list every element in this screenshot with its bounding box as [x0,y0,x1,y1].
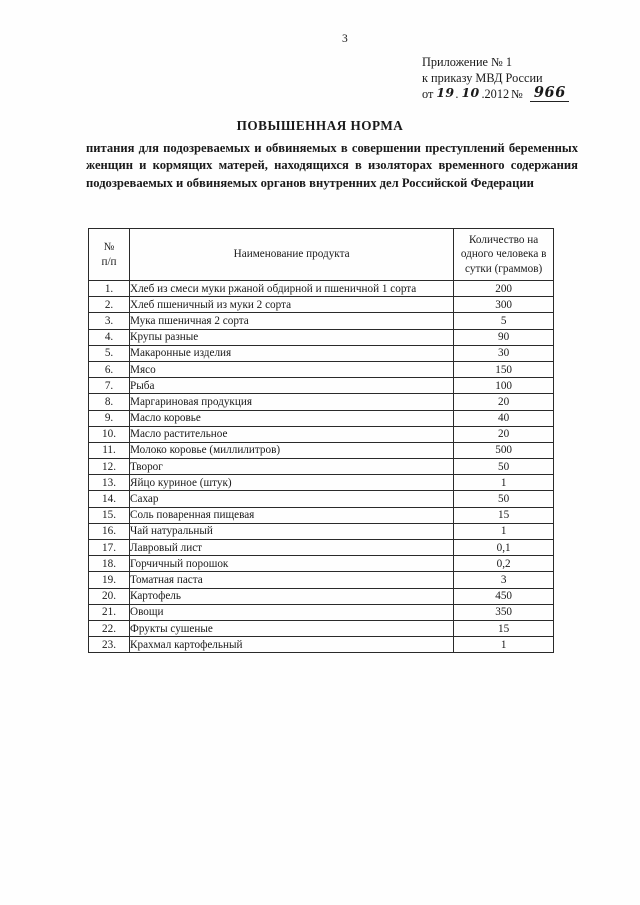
column-header-number [89,229,130,281]
table-row [89,281,554,297]
row-number-cell: 8. [89,394,130,410]
table-row [89,345,554,361]
table-row [89,523,554,539]
quantity-cell: 200 [454,281,554,297]
row-number-cell: 21. [89,604,130,620]
row-number-cell: 4. [89,329,130,345]
quantity-cell: 40 [454,410,554,426]
product-name-cell: Томатная паста [130,572,454,588]
product-name-cell: Маргариновая продукция [130,394,454,410]
table-row [89,572,554,588]
quantity-cell: 300 [454,297,554,313]
product-name-cell: Крахмал картофельный [130,637,454,653]
quantity-cell: 15 [454,620,554,636]
quantity-cell: 150 [454,361,554,377]
quantity-cell: 500 [454,442,554,458]
table-row [89,394,554,410]
table-row [89,491,554,507]
row-number-cell: 13. [89,475,130,491]
row-number-cell: 16. [89,523,130,539]
table-row [89,604,554,620]
quantity-cell: 5 [454,313,554,329]
table-row [89,637,554,653]
row-number-cell: 17. [89,540,130,556]
table-row [89,426,554,442]
handwritten-document-number: 966 [530,85,569,102]
row-number-cell: 22. [89,620,130,636]
handwritten-day: 19 [436,85,455,101]
product-name-cell: Яйцо куриное (штук) [130,475,454,491]
date-year: 2012 [484,87,510,102]
row-number-cell: 2. [89,297,130,313]
document-subtitle [86,140,578,192]
table-row [89,378,554,394]
row-number-cell: 12. [89,459,130,475]
row-number-cell: 1. [89,281,130,297]
table-body [89,281,554,653]
table-row [89,540,554,556]
product-name-cell: Масло коровье [130,410,454,426]
product-name-cell: Масло растительное [130,426,454,442]
quantity-cell: 100 [454,378,554,394]
table-row [89,313,554,329]
quantity-cell: 1 [454,523,554,539]
quantity-cell: 0,2 [454,556,554,572]
quantity-cell: 30 [454,345,554,361]
table-row [89,410,554,426]
appendix-header [422,55,569,103]
row-number-cell: 20. [89,588,130,604]
row-number-cell: 5. [89,345,130,361]
product-name-cell: Фрукты сушеные [130,620,454,636]
date-prefix: от [422,87,434,102]
handwritten-month: 10 [461,85,480,101]
appendix-title-line: Приложение № 1 [422,55,513,69]
product-name-cell: Сахар [130,491,454,507]
table-row [89,442,554,458]
table-row [89,297,554,313]
table-row [89,588,554,604]
product-name-cell: Хлеб пшеничный из муки 2 сорта [130,297,454,313]
row-number-cell: 6. [89,361,130,377]
appendix-date-line [422,86,569,103]
subtitle-line-3: временного содержания подозреваемых и обвиняемых органов [86,158,578,190]
table-header-row [89,229,554,281]
quantity-cell: 20 [454,426,554,442]
row-number-cell: 15. [89,507,130,523]
quantity-cell: 50 [454,459,554,475]
table-row [89,475,554,491]
product-name-cell: Картофель [130,588,454,604]
row-number-cell: 23. [89,637,130,653]
quantity-cell: 0,1 [454,540,554,556]
column-header-number-line2: п/п [101,255,117,268]
column-header-quantity-line1: Количество на [469,233,539,246]
product-name-cell: Крупы разные [130,329,454,345]
product-name-cell: Лавровый лист [130,540,454,556]
table-row [89,361,554,377]
row-number-cell: 3. [89,313,130,329]
column-header-product-name: Наименование продукта [130,229,454,281]
product-name-cell: Рыба [130,378,454,394]
column-header-quantity-line2: одного человека в [460,248,547,261]
column-header-quantity-line3: сутки (граммов) [465,262,543,275]
quantity-cell: 50 [454,491,554,507]
subtitle-line-4: внутренних дел Российской Федерации [309,175,534,190]
number-sign-label: № [511,87,523,102]
table-row [89,556,554,572]
table-row [89,620,554,636]
table-row [89,507,554,523]
quantity-cell: 1 [454,475,554,491]
row-number-cell: 11. [89,442,130,458]
month-separator: . [481,87,485,102]
quantity-cell: 15 [454,507,554,523]
product-name-cell: Творог [130,459,454,475]
row-number-cell: 14. [89,491,130,507]
product-name-cell: Мясо [130,361,454,377]
food-norms-table [88,228,554,653]
row-number-cell: 19. [89,572,130,588]
quantity-cell: 3 [454,572,554,588]
row-number-cell: 18. [89,556,130,572]
product-name-cell: Мука пшеничная 2 сорта [130,313,454,329]
product-name-cell: Хлеб из смеси муки ржаной обдирной и пшеничной 1 сорта [130,281,454,297]
subtitle-line-1: питания для подозреваемых и обвиняемых в совершении преступлений [86,141,505,155]
product-name-cell: Соль поваренная пищевая [130,507,454,523]
quantity-cell: 450 [454,588,554,604]
appendix-order-line: к приказу МВД России [422,70,543,85]
subtitle-line-2: беременных женщин и кормящих матерей, находящихся в изоляторах [86,141,578,173]
column-header-quantity [454,229,554,281]
product-name-cell: Макаронные изделия [130,345,454,361]
product-name-cell: Чай натуральный [130,523,454,539]
row-number-cell: 7. [89,378,130,394]
page-number: 3 [342,33,348,45]
table-row [89,459,554,475]
table-head [89,229,554,281]
column-header-number-line1: № [103,241,115,253]
product-name-cell: Молоко коровье (миллилитров) [130,442,454,458]
table-row [89,329,554,345]
product-name-cell: Овощи [130,604,454,620]
row-number-cell: 10. [89,426,130,442]
day-separator: . [455,87,459,102]
quantity-cell: 350 [454,604,554,620]
quantity-cell: 90 [454,329,554,345]
page-title: ПОВЫШЕННАЯ НОРМА [236,118,404,133]
quantity-cell: 20 [454,394,554,410]
quantity-cell: 1 [454,637,554,653]
product-name-cell: Горчичный порошок [130,556,454,572]
row-number-cell: 9. [89,410,130,426]
